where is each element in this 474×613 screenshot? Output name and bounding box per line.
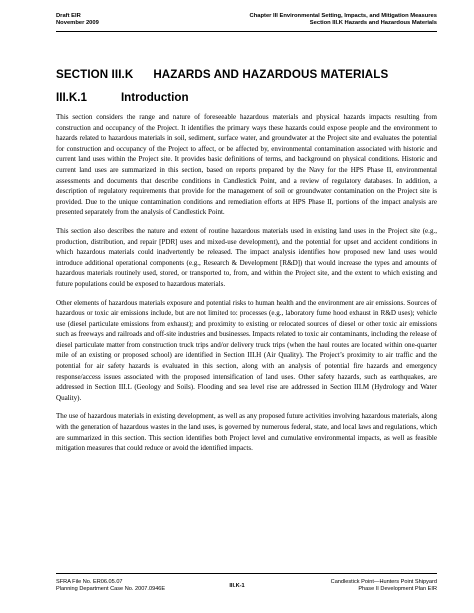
paragraph: Other elements of hazardous materials exposure and potential risks to human health and the environment are air emissions. Sources of hazardous or toxic air emissions include, but are not limited to: processes (e.g., laboratory fume hood exhaust in R&D uses); vehicle use (diesel particulate emissions from exhaust); and proximity to existing or relocated sources of diesel or other toxic air emissions such as freeways and railroads and off-site industries and businesses. Impacts related to toxic air contaminants, including the release of diesel particulate matter from construction truck trips and/or delivery truck trips (when the haul routes are located within one-quarter mile of an existing or proposed school) are identified in Section III.H (Air Quality). The Project’s proximity to air traffic and the potential for air safety hazards is evaluated in this section, along with an analysis of potential fire hazards and emergency response/access issues associated with the proposed intensification of land uses. Other safety hazards, such as earthquakes, are addressed in Section III.L (Geology and Soils). Flooding and sea level rise are addressed in Section III.M (Hydrology and Water Quality). (56, 298, 437, 402)
running-header-left (56, 13, 99, 27)
footer-document-name: Phase II Development Plan EIR (358, 586, 437, 593)
subsection-heading (56, 91, 189, 104)
header-section: Section III.K Hazards and Hazardous Materials (309, 20, 437, 26)
footer-rule (56, 573, 437, 574)
subsection-number: III.K.1 (56, 91, 87, 104)
footer-file-number: SFRA File No. ER06.05.07 (56, 579, 123, 585)
subsection-title: Introduction (120, 91, 189, 104)
header-chapter: Chapter III Environmental Setting, Impacts, and Mitigation Measures (249, 13, 437, 19)
header-rule (56, 31, 437, 32)
body-text (56, 112, 437, 462)
section-heading (56, 68, 388, 81)
paragraph: This section considers the range and nature of foreseeable hazardous materials and physical hazards impacts resulting from construction and occupancy of the Project. It identifies the primary ways these hazards could expose people and the environment to hazards related to hazardous materials in soil, sediment, surface water, and groundwater at the Project site and evaluates the potential for construction and occupancy of the Project to affect, or be affected by, environmental contamination associated with historic and current land uses within the Project site. It provides basic definitions of terms, and background on physical conditions. Historic and current land uses are summarized in this section, based on reports prepared by the Navy for the HPS Phase II, environmental assessments and documents that describe conditions in Candlestick Point, and a review of regulatory databases. In addition, a description of regulatory requirements that provide for the management of soil or groundwater contamination on the Project site is provided. Due to the unique contamination conditions and remediation efforts at HPS Phase II, portions of the impact analysis are presented separately from the analysis of Candlestick Point. (56, 113, 437, 217)
header-date: November 2009 (56, 20, 99, 26)
header-doc-type: Draft EIR (56, 13, 81, 19)
section-title: HAZARDS AND HAZARDOUS MATERIALS (153, 68, 389, 81)
page-number: III.K-1 (229, 583, 245, 589)
paragraph: The use of hazardous materials in existing development, as well as any proposed future activities involving hazardous materials, along with the generation of hazardous wastes in the land uses, is governed by numerous federal, state, and local laws and regulations, which are summarized in this section. This section identifies both Project level and cumulative environmental impacts, as well as feasible mitigation measures that could reduce or avoid the identified impacts. (56, 412, 437, 453)
section-number: SECTION III.K (56, 68, 134, 81)
footer-right (331, 579, 437, 594)
footer-case-number: Planning Department Case No. 2007.0946E (56, 586, 166, 593)
footer-project-name: Candlestick Point—Hunters Point Shipyard (330, 579, 437, 585)
running-header-right (250, 13, 437, 27)
paragraph: This section also describes the nature and extent of routine hazardous materials used in existing land uses in the Project site (e.g., production, distribution, and repair [PDR] uses and mixed-use development), and the potential for upset and accident conditions in which hazardous materials could inadvertently be released. The impact analysis identifies how proposed new land uses would introduce additional operational components (e.g., Research & Development [R&D]) that would increase the types and amounts of hazardous materials routinely used, stored, or transported to, from, and within the Project site, and the extent to which existing and future populations could be exposed to hazardous materials. (56, 226, 437, 288)
